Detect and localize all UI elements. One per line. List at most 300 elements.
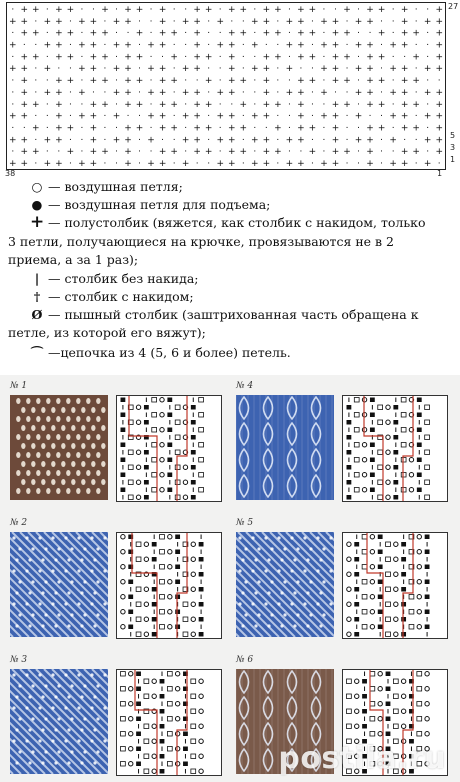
svg-text:·: · — [218, 4, 222, 15]
svg-text:+: + — [170, 28, 178, 39]
crochet-chart-grid — [7, 3, 445, 169]
svg-text:+: + — [124, 76, 132, 87]
svg-text:+: + — [423, 64, 432, 75]
svg-text:·: · — [80, 28, 84, 39]
svg-text:+: + — [43, 16, 52, 27]
svg-text:+: + — [158, 64, 167, 75]
crochet-chart-main — [6, 2, 446, 170]
svg-text:·: · — [45, 28, 49, 39]
svg-text:+: + — [343, 76, 351, 87]
svg-text:+: + — [227, 52, 236, 63]
svg-text:+: + — [112, 64, 121, 75]
svg-text:·: · — [345, 64, 349, 75]
svg-text:·: · — [57, 147, 61, 158]
svg-text:+: + — [32, 4, 40, 15]
svg-text:+: + — [124, 159, 132, 169]
svg-text:·: · — [276, 40, 280, 51]
svg-text:+: + — [331, 159, 340, 169]
svg-text:·: · — [34, 159, 38, 169]
svg-text:+: + — [400, 87, 409, 98]
svg-text:+: + — [216, 159, 225, 169]
svg-text:·: · — [34, 16, 38, 27]
svg-text:+: + — [43, 64, 52, 75]
svg-text:+: + — [193, 64, 201, 75]
pattern-chart-grid — [343, 396, 447, 501]
svg-text:·: · — [149, 4, 153, 15]
svg-text:·: · — [80, 52, 84, 63]
svg-text:·: · — [414, 64, 418, 75]
pattern-number: № 3 — [10, 655, 28, 665]
svg-text:·: · — [264, 40, 268, 51]
svg-text:·: · — [322, 99, 326, 110]
svg-text:+: + — [216, 135, 225, 146]
svg-text:+: + — [297, 16, 305, 27]
svg-text:+: + — [412, 147, 420, 158]
svg-text:+: + — [423, 87, 432, 98]
svg-text:·: · — [138, 159, 141, 169]
svg-text:+: + — [239, 123, 248, 134]
pattern-swatch-photo — [10, 532, 108, 637]
svg-text:+: + — [251, 64, 259, 75]
svg-text:·: · — [391, 147, 395, 158]
svg-text:+: + — [285, 64, 294, 75]
svg-text:·: · — [184, 76, 188, 87]
svg-text:+: + — [193, 111, 201, 122]
svg-text:+: + — [20, 52, 29, 63]
svg-text:+: + — [400, 159, 409, 169]
svg-text:·: · — [426, 40, 430, 51]
svg-text:+: + — [193, 99, 201, 110]
svg-text:·: · — [218, 99, 222, 110]
svg-text:+: + — [262, 4, 271, 15]
swatch-texture — [236, 395, 334, 500]
svg-text:+: + — [400, 111, 409, 122]
svg-text:+: + — [158, 76, 167, 87]
svg-text:+: + — [366, 16, 374, 27]
pattern-chart-grid — [117, 396, 221, 501]
svg-text:+: + — [285, 87, 294, 98]
svg-text:+: + — [354, 87, 363, 98]
svg-text:·: · — [357, 159, 360, 169]
svg-text:+: + — [262, 147, 271, 158]
svg-text:+: + — [423, 135, 432, 146]
svg-text:·: · — [414, 135, 418, 146]
svg-text:+: + — [89, 64, 98, 75]
svg-text:+: + — [78, 16, 86, 27]
svg-text:·: · — [414, 87, 418, 98]
legend-line: Ø — пышный столбик (заштрихованная часть обращена к — [31, 307, 419, 322]
svg-text:+: + — [366, 4, 374, 15]
svg-text:·: · — [253, 87, 257, 98]
svg-text:+: + — [43, 159, 52, 169]
svg-text:·: · — [45, 4, 49, 15]
svg-text:+: + — [158, 4, 167, 15]
svg-text:+: + — [251, 111, 259, 122]
svg-text:·: · — [276, 76, 280, 87]
svg-text:+: + — [20, 64, 29, 75]
svg-text:+: + — [20, 147, 29, 158]
svg-text:+: + — [423, 159, 432, 169]
svg-text:·: · — [207, 16, 211, 27]
svg-text:·: · — [138, 40, 141, 51]
svg-text:+: + — [389, 40, 397, 51]
svg-text:+: + — [112, 87, 121, 98]
svg-text:+: + — [181, 16, 190, 27]
svg-text:·: · — [380, 64, 384, 75]
svg-text:·: · — [241, 111, 245, 122]
svg-text:·: · — [103, 16, 107, 27]
pattern-swatch-photo — [10, 395, 108, 500]
svg-text:+: + — [366, 99, 374, 110]
svg-text:·: · — [426, 123, 430, 134]
svg-text:·: · — [172, 16, 176, 27]
svg-text:+: + — [400, 16, 409, 27]
svg-text:+: + — [389, 135, 397, 146]
svg-text:·: · — [357, 99, 360, 110]
svg-text:+: + — [66, 28, 75, 39]
svg-text:+: + — [55, 135, 63, 146]
svg-text:·: · — [68, 135, 72, 146]
svg-text:·: · — [287, 76, 291, 87]
svg-text:+: + — [89, 76, 98, 87]
svg-text:·: · — [334, 4, 337, 15]
svg-text:·: · — [149, 76, 153, 87]
svg-text:+: + — [216, 40, 225, 51]
svg-text:+: + — [423, 111, 432, 122]
row-label-5: 5 — [450, 131, 456, 140]
svg-text:·: · — [287, 28, 291, 39]
svg-text:+: + — [181, 135, 190, 146]
svg-text:·: · — [311, 111, 314, 122]
svg-text:·: · — [11, 87, 15, 98]
svg-text:+: + — [55, 159, 63, 169]
svg-text:+: + — [389, 64, 397, 75]
pattern-chart-grid — [343, 533, 447, 638]
svg-text:+: + — [412, 76, 420, 87]
pattern-chart — [116, 532, 222, 639]
svg-text:·: · — [426, 76, 430, 87]
svg-text:+: + — [101, 76, 109, 87]
svg-text:+: + — [262, 111, 271, 122]
legend-line: + — полустолбик (вяжется, как столбик с накидом, только — [30, 212, 426, 232]
svg-text:+: + — [227, 4, 236, 15]
svg-text:+: + — [331, 52, 340, 63]
pattern-number: № 5 — [236, 518, 254, 528]
svg-text:+: + — [124, 87, 132, 98]
svg-text:·: · — [103, 64, 107, 75]
svg-text:+: + — [366, 40, 374, 51]
svg-text:+: + — [227, 123, 236, 134]
svg-text:+: + — [181, 111, 190, 122]
svg-text:+: + — [331, 64, 340, 75]
watermark-logo: postila.ru — [278, 741, 446, 776]
svg-text:·: · — [149, 147, 153, 158]
svg-text:·: · — [380, 16, 384, 27]
legend-line: петле, из которой его вяжут); — [8, 325, 206, 340]
svg-text:+: + — [227, 147, 236, 158]
pattern-chart-grid — [117, 533, 221, 638]
svg-text:+: + — [216, 111, 225, 122]
svg-text:+: + — [389, 111, 397, 122]
svg-text:·: · — [172, 4, 176, 15]
svg-text:+: + — [147, 159, 155, 169]
svg-text:·: · — [22, 40, 26, 51]
svg-text:·: · — [241, 159, 245, 169]
svg-text:+: + — [400, 123, 409, 134]
svg-text:+: + — [193, 135, 201, 146]
svg-text:·: · — [357, 52, 360, 63]
svg-text:+: + — [124, 4, 132, 15]
svg-text:·: · — [172, 159, 176, 169]
svg-text:·: · — [57, 64, 61, 75]
svg-text:·: · — [34, 87, 38, 98]
svg-text:·: · — [287, 4, 291, 15]
svg-text:·: · — [45, 111, 49, 122]
pattern-swatch-photo — [10, 669, 108, 774]
svg-text:+: + — [400, 64, 409, 75]
svg-text:+: + — [285, 135, 294, 146]
svg-text:+: + — [297, 76, 305, 87]
svg-text:+: + — [89, 159, 98, 169]
svg-text:+: + — [124, 40, 132, 51]
svg-text:·: · — [253, 28, 257, 39]
svg-text:+: + — [204, 123, 213, 134]
svg-text:·: · — [184, 52, 188, 63]
svg-text:+: + — [285, 159, 294, 169]
svg-text:+: + — [20, 76, 29, 87]
svg-text:+: + — [400, 4, 409, 15]
svg-text:+: + — [55, 4, 63, 15]
svg-text:+: + — [66, 147, 75, 158]
svg-text:·: · — [22, 123, 26, 134]
svg-text:·: · — [11, 76, 15, 87]
svg-text:·: · — [368, 28, 372, 39]
svg-text:+: + — [193, 4, 201, 15]
svg-text:+: + — [216, 16, 225, 27]
svg-text:+: + — [20, 99, 29, 110]
svg-text:+: + — [262, 87, 271, 98]
svg-text:·: · — [357, 147, 360, 158]
svg-text:·: · — [276, 64, 280, 75]
svg-text:+: + — [112, 135, 121, 146]
svg-text:+: + — [8, 40, 17, 51]
svg-text:+: + — [101, 99, 109, 110]
svg-text:+: + — [262, 135, 271, 146]
svg-text:·: · — [80, 76, 84, 87]
svg-text:+: + — [204, 52, 213, 63]
svg-text:+: + — [343, 52, 351, 63]
chain-loop-icon: ○ — [31, 179, 43, 194]
chain-arc-icon: ⌒ — [30, 345, 44, 360]
svg-text:+: + — [32, 28, 40, 39]
svg-text:+: + — [320, 111, 328, 122]
svg-text:+: + — [32, 123, 40, 134]
svg-text:+: + — [285, 16, 294, 27]
row-label-1: 1 — [450, 155, 456, 164]
svg-text:+: + — [124, 52, 132, 63]
svg-text:+: + — [89, 147, 98, 158]
svg-text:+: + — [55, 87, 63, 98]
svg-text:·: · — [103, 111, 107, 122]
half-double-crochet-icon: + — [30, 212, 45, 232]
legend-line: † — столбик с накидом; — [30, 288, 194, 305]
svg-text:·: · — [195, 159, 199, 169]
svg-text:+: + — [366, 87, 374, 98]
svg-text:·: · — [115, 147, 118, 158]
turning-loop-icon: ● — [31, 197, 43, 212]
svg-text:·: · — [345, 87, 349, 98]
svg-text:+: + — [227, 135, 236, 146]
svg-text:+: + — [158, 147, 167, 158]
svg-text:·: · — [322, 76, 326, 87]
svg-text:·: · — [68, 40, 72, 51]
svg-text:+: + — [297, 135, 305, 146]
svg-text:+: + — [297, 87, 305, 98]
svg-text:+: + — [377, 99, 386, 110]
svg-text:+: + — [147, 40, 155, 51]
svg-text:·: · — [299, 64, 303, 75]
svg-text:+: + — [435, 111, 444, 122]
svg-text:·: · — [380, 87, 384, 98]
svg-text:+: + — [112, 111, 121, 122]
svg-text:+: + — [377, 4, 386, 15]
svg-text:+: + — [366, 147, 374, 158]
svg-text:+: + — [20, 16, 29, 27]
svg-text:+: + — [204, 4, 213, 15]
row-label-27: 27 — [448, 2, 459, 11]
svg-text:·: · — [172, 87, 176, 98]
legend-line: ⌒ —цепочка из 4 (5, 6 и более) петель. — [30, 345, 291, 360]
svg-text:·: · — [345, 40, 349, 51]
svg-text:+: + — [239, 4, 248, 15]
svg-text:+: + — [308, 147, 317, 158]
svg-text:+: + — [78, 64, 86, 75]
svg-text:+: + — [435, 64, 444, 75]
pattern-swatch-photo — [236, 395, 334, 500]
svg-text:+: + — [377, 76, 386, 87]
svg-text:+: + — [400, 76, 409, 87]
svg-text:·: · — [34, 64, 38, 75]
svg-text:+: + — [435, 40, 444, 51]
svg-text:·: · — [391, 76, 395, 87]
svg-text:+: + — [354, 135, 363, 146]
svg-text:+: + — [43, 87, 52, 98]
svg-text:+: + — [55, 99, 63, 110]
svg-text:·: · — [103, 135, 107, 146]
svg-text:+: + — [204, 147, 213, 158]
svg-text:+: + — [227, 87, 236, 98]
svg-text:+: + — [124, 16, 132, 27]
svg-text:·: · — [287, 111, 291, 122]
col-label-38: 38 — [5, 169, 16, 178]
svg-text:+: + — [389, 159, 397, 169]
svg-text:·: · — [287, 52, 291, 63]
svg-text:+: + — [20, 4, 29, 15]
svg-text:+: + — [274, 28, 282, 39]
svg-text:·: · — [115, 76, 118, 87]
svg-text:·: · — [322, 28, 326, 39]
svg-text:·: · — [218, 147, 222, 158]
svg-text:·: · — [230, 99, 234, 110]
pattern-chart — [116, 669, 222, 776]
svg-text:+: + — [216, 87, 225, 98]
svg-text:·: · — [380, 40, 384, 51]
svg-text:·: · — [80, 123, 84, 134]
swatch-texture — [10, 669, 108, 774]
pattern-number: № 2 — [10, 518, 28, 528]
svg-text:+: + — [297, 99, 305, 110]
svg-text:+: + — [8, 64, 17, 75]
legend-line: ○ — воздушная петля; — [31, 179, 183, 194]
svg-text:+: + — [135, 123, 144, 134]
svg-text:·: · — [11, 52, 15, 63]
svg-text:+: + — [389, 87, 397, 98]
svg-text:+: + — [435, 135, 444, 146]
svg-text:·: · — [345, 159, 349, 169]
svg-text:+: + — [274, 123, 282, 134]
svg-text:·: · — [92, 87, 95, 98]
svg-text:+: + — [8, 111, 17, 122]
svg-text:·: · — [149, 16, 153, 27]
svg-text:·: · — [11, 99, 15, 110]
svg-text:+: + — [239, 28, 248, 39]
svg-text:·: · — [126, 111, 130, 122]
svg-text:·: · — [138, 87, 141, 98]
svg-text:+: + — [435, 99, 444, 110]
svg-text:+: + — [262, 64, 271, 75]
svg-text:·: · — [207, 28, 211, 39]
svg-text:·: · — [311, 16, 314, 27]
svg-text:+: + — [435, 87, 444, 98]
svg-text:·: · — [45, 52, 49, 63]
svg-text:+: + — [78, 40, 86, 51]
legend-line: | — столбик без накида; — [30, 270, 199, 287]
svg-text:·: · — [103, 159, 107, 169]
svg-text:·: · — [184, 4, 188, 15]
svg-text:·: · — [391, 52, 395, 63]
svg-text:·: · — [357, 76, 360, 87]
svg-text:+: + — [135, 52, 144, 63]
svg-text:·: · — [414, 159, 418, 169]
svg-text:·: · — [241, 64, 245, 75]
svg-text:+: + — [297, 28, 305, 39]
svg-text:·: · — [287, 147, 291, 158]
svg-text:·: · — [34, 111, 38, 122]
svg-text:·: · — [264, 123, 268, 134]
svg-text:·: · — [380, 159, 384, 169]
svg-text:·: · — [276, 135, 280, 146]
svg-text:·: · — [287, 123, 291, 134]
svg-text:+: + — [193, 147, 201, 158]
svg-text:·: · — [241, 16, 245, 27]
svg-text:·: · — [322, 52, 326, 63]
svg-text:·: · — [68, 159, 72, 169]
svg-text:·: · — [426, 99, 430, 110]
svg-text:+: + — [297, 40, 305, 51]
svg-text:·: · — [172, 40, 176, 51]
svg-text:+: + — [89, 135, 98, 146]
svg-text:+: + — [181, 87, 190, 98]
svg-text:+: + — [170, 147, 178, 158]
svg-text:+: + — [20, 159, 29, 169]
svg-text:+: + — [20, 135, 29, 146]
svg-text:+: + — [66, 4, 75, 15]
svg-text:+: + — [262, 16, 271, 27]
svg-text:+: + — [158, 87, 167, 98]
svg-text:+: + — [331, 40, 340, 51]
svg-text:+: + — [124, 99, 132, 110]
svg-text:+: + — [101, 28, 109, 39]
